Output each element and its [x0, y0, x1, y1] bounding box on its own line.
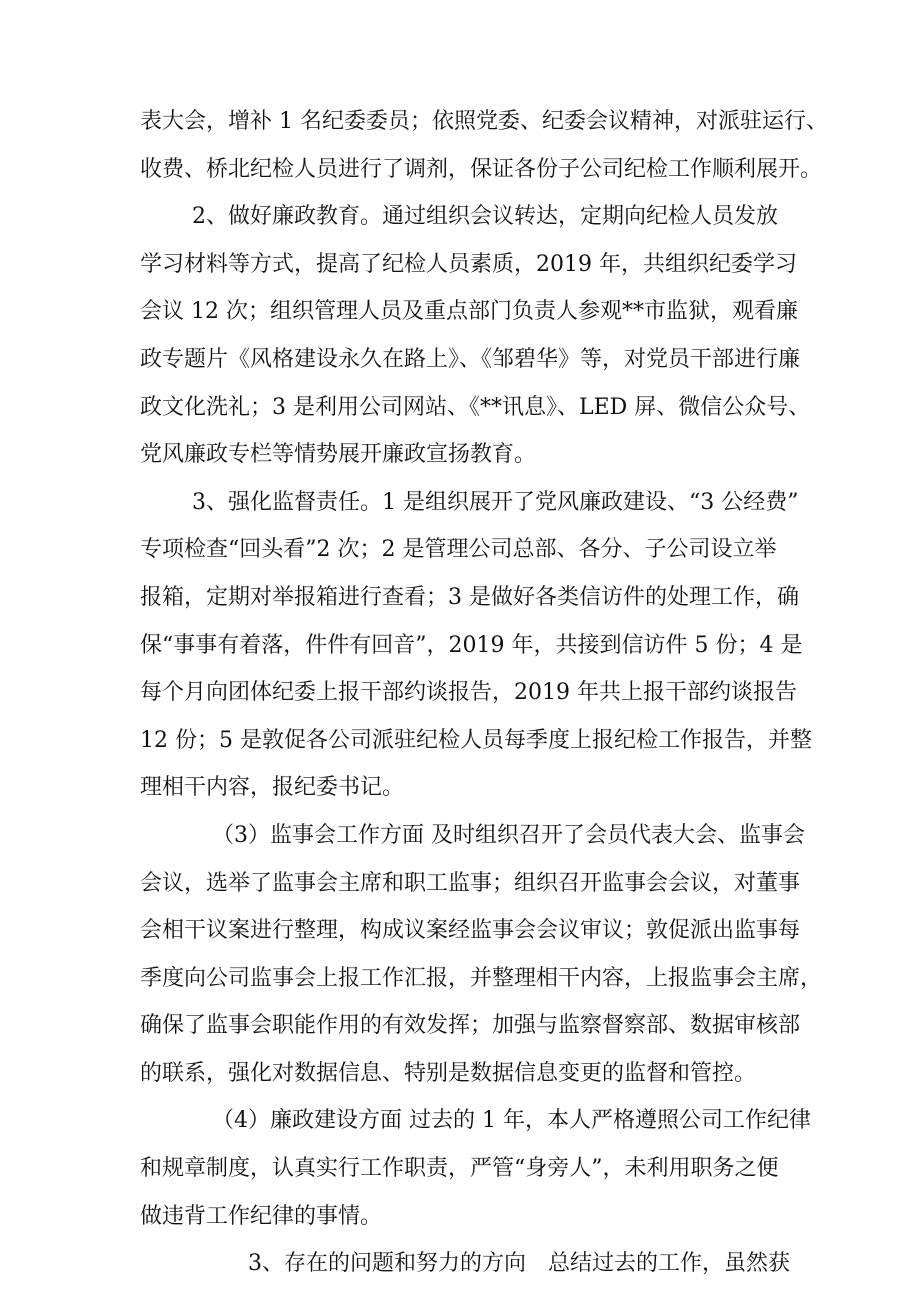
text-line: 每个月向团体纪委上报干部约谈报告，2019 年共上报干部约谈报告 — [140, 680, 797, 706]
paragraph-supervisory-board — [140, 812, 823, 1098]
text-line: 会相干议案进行整理，构成议案经监事会会议审议；敦促派出监事每 — [140, 918, 801, 944]
text-line: （3）监事会工作方面 及时组织召开了会员代表大会、监事会 — [212, 822, 805, 848]
text-line: 表大会，增补 1 名纪委委员；依照党委、纪委会议精神，对派驻运行、 — [140, 109, 828, 134]
text-line: 政文化洗礼；3 是利用公司网站、《**讯息》、LED 屏、微信公众号、 — [140, 394, 811, 420]
text-line: 季度向公司监事会上报工作汇报，并整理相干内容，上报监事会主席， — [140, 965, 823, 991]
text-line: 的联系，强化对数据信息、特别是数据信息变更的监督和管控。 — [140, 1060, 757, 1086]
text-line: 收费、桥北纪检人员进行了调剂，保证各份子公司纪检工作顺利展开。 — [140, 156, 823, 182]
text-line: 和规章制度，认真实行工作职责，严管“身旁人”，未利用职务之便 — [140, 1156, 779, 1182]
text-line: 会议 12 次；组织管理人员及重点部门负责人参观**市监狱，观看廉 — [140, 299, 798, 325]
paragraph-supervision — [140, 479, 812, 812]
text-line: 专项检查“回头看”2 次；2 是管理公司总部、各分、子公司设立举 — [140, 537, 777, 563]
text-line: 学习材料等方式，提高了纪检人员素质，2019 年，共组织纪委学习 — [140, 251, 797, 277]
text-line: 12 份；5 是敦促各公司派驻纪检人员每季度上报纪检工作报告，并整 — [140, 727, 812, 753]
paragraph-problems-heading — [140, 1240, 792, 1288]
text-line: 保“事事有着落，件件有回音”，2019 年，共接到信访件 5 份；4 是 — [140, 632, 803, 658]
text-line: 做违背工作纪律的事情。 — [140, 1203, 383, 1229]
text-line: （4）廉政建设方面 过去的 1 年，本人严格遵照公司工作纪律 — [212, 1108, 811, 1134]
text-line: 3、强化监督责任。1 是组织展开了党风廉政建设、“3 公经费” — [192, 489, 799, 515]
text-line: 2、做好廉政教育。通过组织会议转达，定期向纪检人员发放 — [192, 204, 778, 230]
text-line: 理相干内容，报纪委书记。 — [140, 775, 405, 801]
text-line: 党风廉政专栏等情势展开廉政宣扬教育。 — [140, 442, 537, 468]
paragraph-appointment — [140, 98, 828, 193]
document-body — [140, 98, 828, 1288]
text-line: 报箱，定期对举报箱进行查看；3 是做好各类信访件的处理工作，确 — [140, 584, 799, 610]
paragraph-education — [140, 193, 811, 479]
text-line: 会议，选举了监事会主席和职工监事；组织召开监事会会议，对董事 — [140, 870, 801, 896]
text-line: 政专题片《风格建设永久在路上》、《邹碧华》等，对党员干部进行廉 — [140, 346, 801, 372]
text-line: 3、存在的问题和努力的方向 总结过去的工作，虽然获 — [248, 1251, 790, 1277]
paragraph-integrity — [140, 1097, 811, 1240]
text-line: 确保了监事会职能作用的有效发挥；加强与监察督察部、数据审核部 — [140, 1013, 801, 1039]
